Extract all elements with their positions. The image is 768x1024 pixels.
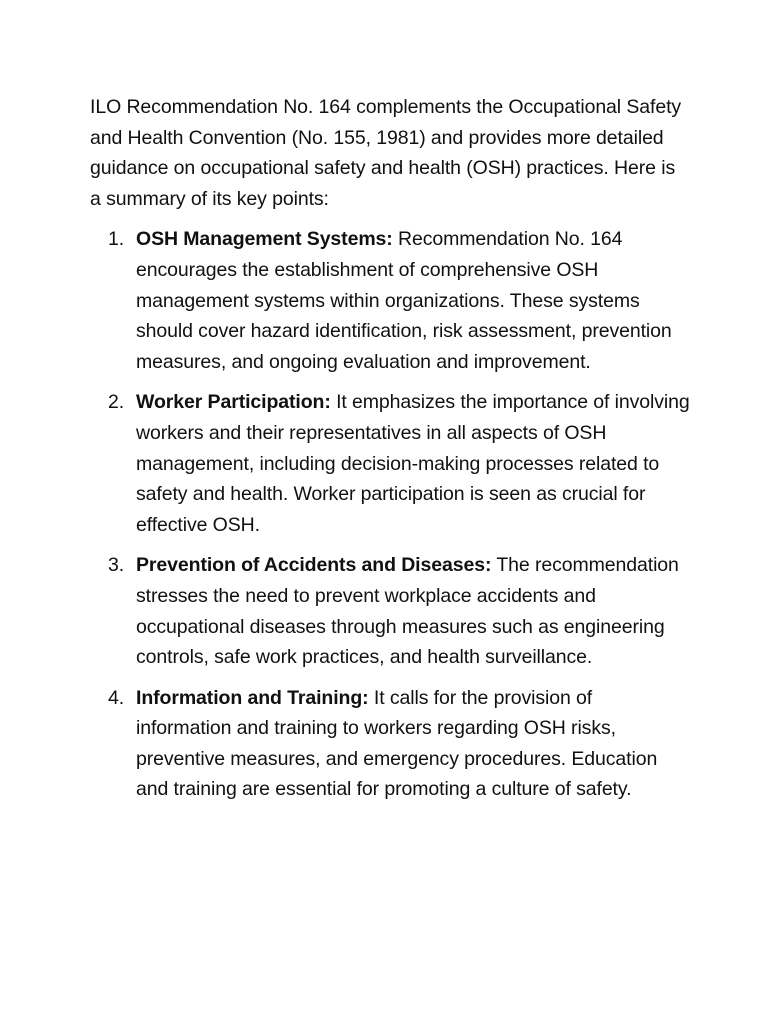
list-item-title: Worker Participation:: [136, 391, 331, 414]
list-item-text: Recommendation No. 164 encourages the establishment of comprehensive OSH management systems within organizations. These systems should cover hazard identification, risk assessment, prevention measures, and ongoing evaluation and improvement.: [136, 228, 672, 373]
list-item: [90, 224, 690, 377]
list-item-text: The recommendation stresses the need to prevent workplace accidents and occupational diseases through measures such as engineering controls, safe work practices, and health surveillance.: [136, 554, 679, 669]
list-item: [90, 550, 690, 672]
list-item-text: It calls for the provision of information and training to workers regarding OSH risks, preventive measures, and emergency procedures. Education and training are essential for promoting a culture of safety.: [136, 686, 658, 801]
list-item-title: Information and Training:: [136, 686, 369, 709]
list-item-number: 4.: [108, 686, 125, 709]
list-item-number: 3.: [108, 554, 125, 577]
list-item-text: It emphasizes the importance of involving workers and their representatives in all aspects of OSH management, including decision-making processes related to safety and health. Worker participation is seen as crucial for effective OSH.: [136, 391, 690, 536]
list-item: [90, 387, 690, 540]
list-item-number: 1.: [108, 228, 125, 251]
list-item-number: 2.: [108, 391, 125, 414]
intro-paragraph: ILO Recommendation No. 164 complements the Occupational Safety and Health Convention (No. 155, 1981) and provides more detailed guidance on occupational safety and health (OSH) practices. Here is a summary of its key points:: [90, 96, 682, 210]
document-body: [90, 92, 690, 815]
key-points-list: [90, 224, 690, 805]
list-item-title: Prevention of Accidents and Diseases:: [136, 554, 492, 577]
list-item: [90, 683, 690, 805]
list-item-title: OSH Management Systems:: [136, 228, 393, 251]
